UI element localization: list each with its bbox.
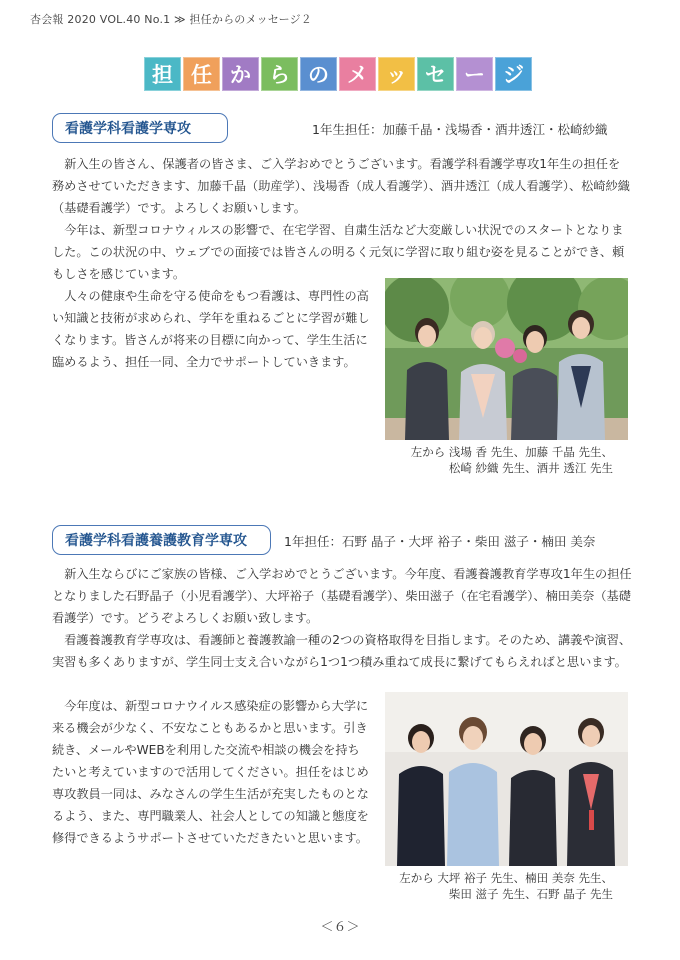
caption-line: 左から 大坪 裕子 先生、楠田 美奈 先生、	[399, 871, 613, 885]
section2-paragraph: 新入生ならびにご家族の皆様、ご入学おめでとうございます。今年度、看護養護教育学専攻1年生の担任となりました石野晶子（小児看護学）、大坪裕子（基礎看護学）、柴田滋子（在宅看護学）、楠田美奈（基礎看護学）です。どうぞよろしくお願い致します。	[52, 567, 632, 625]
banner-tile: の	[300, 57, 337, 91]
section1-teachers: 1年生担任：加藤千晶・浅場香・酒井透江・松崎紗織	[312, 122, 608, 137]
banner-tile: 任	[183, 57, 220, 91]
banner-tile: ジ	[495, 57, 532, 91]
section2-paragraph-narrow: 今年度は、新型コロナウイルス感染症の影響から大学に来る機会が少なく、不安なこともあるかと思います。引き続き、メールやWEBを利用した交流や相談の機会を持ちたいと考えていますので活用してください。担任をはじめ専攻教員一同は、みなさんの学生生活が充実したものとなるよう、また、専門職業人、社会人としての知識と態度を修得できるようサポートさせていただきたいと思います。	[52, 699, 369, 845]
section2-photo-caption	[385, 870, 613, 902]
section1-paragraph: 今年は、新型コロナウィルスの影響で、在宅学習、自粛生活など大変厳しい状況でのスタートとなりました。この状況の中、ウェブでの面接では皆さんの明るく元気に学習に取り組む姿を見ることができ、頼もしさを感じています。	[52, 223, 625, 281]
section2-teachers-photo	[385, 692, 628, 866]
section1-paragraph: 新入生の皆さん、保護者の皆さま、ご入学おめでとうございます。看護学科看護学専攻1年生の担任を務めさせていただきます、加藤千晶（助産学）、浅場香（成人看護学）、酒井透江（成人看護学）、松崎紗織（基礎看護学）です。よろしくお願いします。	[52, 157, 630, 215]
section1-body-narrow	[52, 285, 370, 373]
banner-tile: 担	[144, 57, 181, 91]
banner-tile: ッ	[378, 57, 415, 91]
section2-teachers: 1年担任：石野 晶子・大坪 裕子・柴田 滋子・楠田 美奈	[284, 534, 596, 549]
section1-heading: 看護学科看護学専攻	[52, 113, 228, 143]
section2-body-narrow	[52, 695, 370, 849]
section2-heading: 看護学科看護養護教育学専攻	[52, 525, 271, 555]
caption-line: 柴田 滋子 先生、石野 晶子 先生	[448, 887, 613, 901]
running-header: 杏会報 2020 VOL.40 No.1 ≫ 担任からのメッセージ２	[30, 13, 313, 26]
banner-tile: メ	[339, 57, 376, 91]
section1-photo-caption	[385, 444, 613, 476]
section1-paragraph-narrow: 人々の健康や生命を守る使命をもつ看護は、専門性の高い知識と技術が求められ、学年を重ねるごとに学習が難しくなります。皆さんが将来の目標に向かって、学生生活に臨めるよう、担任一同、全力でサポートしていきます。	[52, 289, 370, 369]
section1-teachers-photo	[385, 278, 628, 440]
banner-tile: ら	[261, 57, 298, 91]
banner-tile: セ	[417, 57, 454, 91]
caption-line: 松崎 紗織 先生、酒井 透江 先生	[448, 461, 613, 475]
banner-tile: ー	[456, 57, 493, 91]
caption-line: 左から 浅場 香 先生、加藤 千晶 先生、	[410, 445, 613, 459]
section2-body	[52, 563, 632, 673]
page-title-banner	[144, 57, 539, 91]
section1-body	[52, 153, 632, 285]
page-number: ＜６＞	[320, 920, 360, 935]
section2-paragraph: 看護養護教育学専攻は、看護師と養護教諭一種の2つの資格取得を目指します。そのため、講義や演習、実習も多くありますが、学生同士支え合いながら1つ1つ積み重ねて成長に繋げてもらえればと思います。	[52, 633, 632, 669]
banner-tile: か	[222, 57, 259, 91]
